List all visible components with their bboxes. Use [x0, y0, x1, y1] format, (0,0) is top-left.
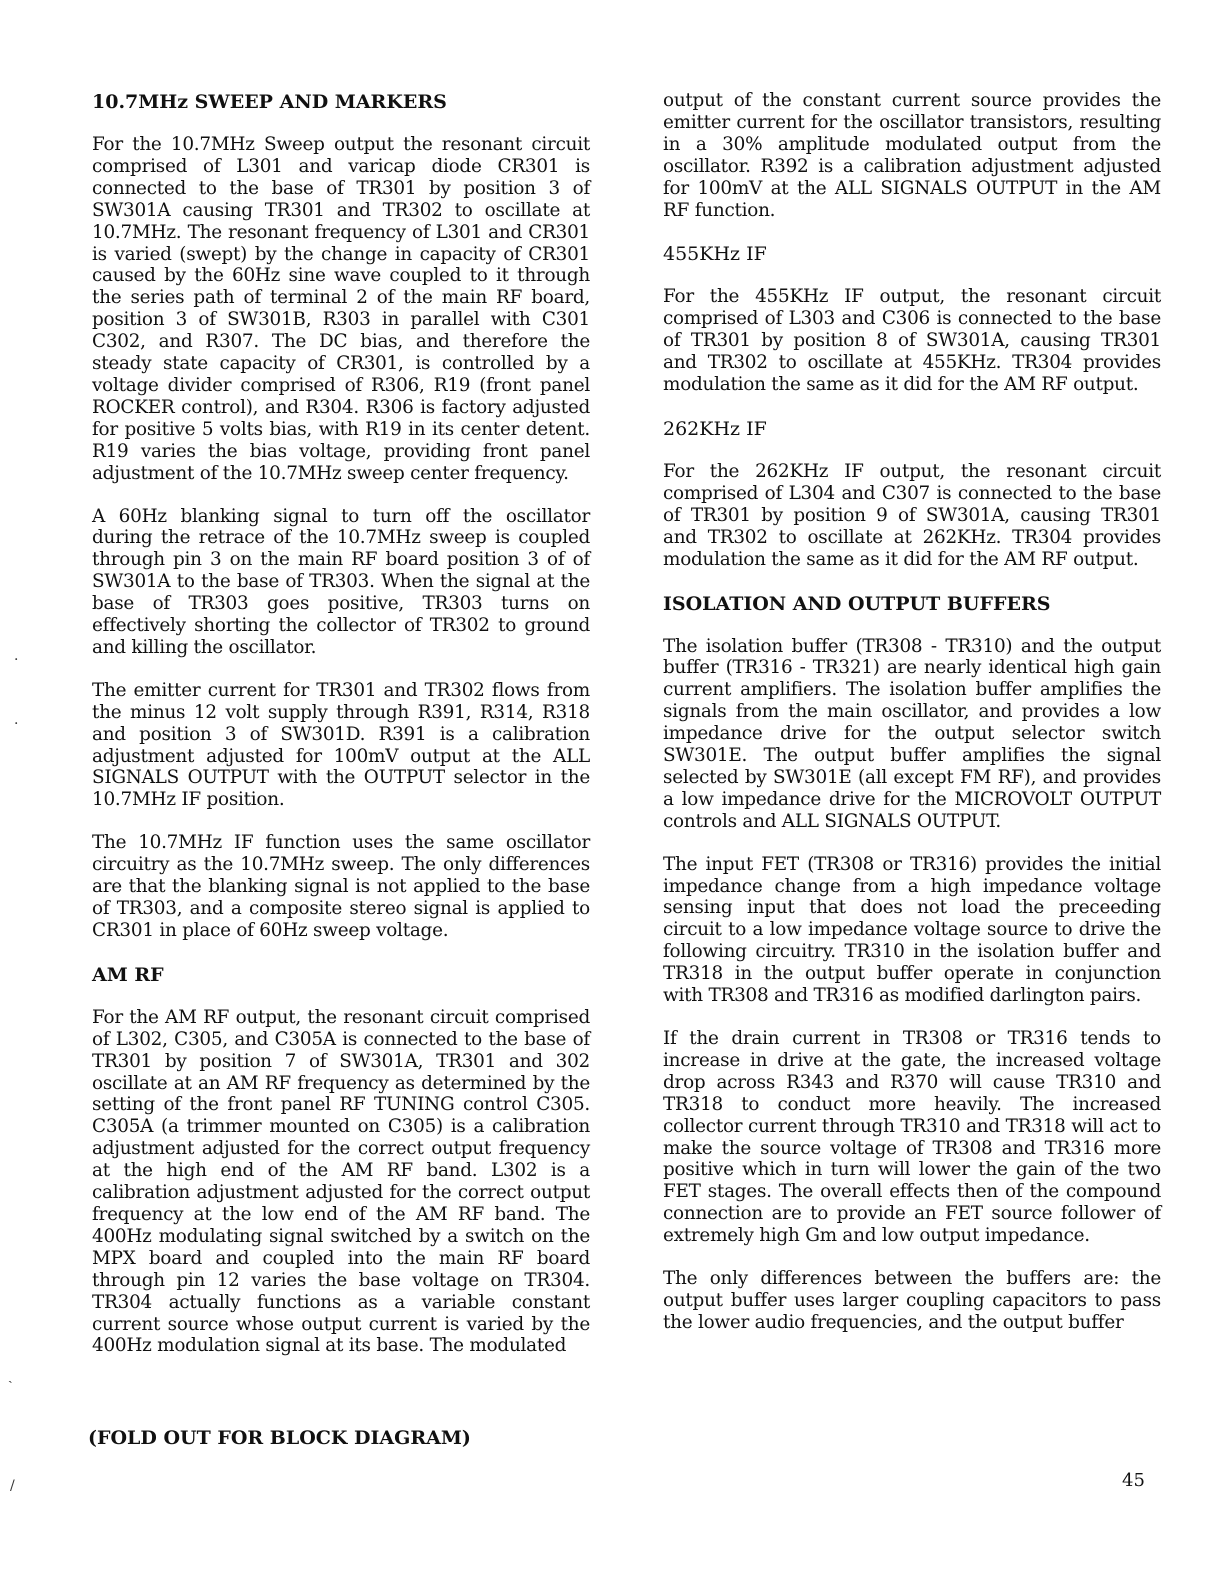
page-number: 45 — [1122, 1470, 1145, 1491]
paragraph: The isolation buffer (TR308 - TR310) and the output buffer (TR316 - TR321) are nearly identical high gain current amplifiers. The isolation buffer amplifies the signals from the main oscillator, and provides a low impedance drive for the output selector switch SW301E. The output buffer amplifies the signal selected by SW301E (all except FM RF), and provides a low impedance drive for the MICROVOLT OUTPUT controls and ALL SIGNALS OUTPUT. — [663, 635, 1161, 832]
left-column — [92, 90, 590, 1378]
paragraph: The emitter current for TR301 and TR302 flows from the minus 12 volt supply through R391, R314, R318 and position 3 of SW301D. R391 is a calibration adjustment adjusted for 100mV output at the ALL SIGNALS OUTPUT with the OUTPUT selector in the 10.7MHz IF position. — [92, 679, 590, 811]
scan-mark: · — [14, 652, 19, 668]
fold-out-note: (FOLD OUT FOR BLOCK DIAGRAM) — [88, 1427, 471, 1449]
section-heading-am-rf: AM RF — [92, 963, 164, 986]
section-heading-buffers: ISOLATION AND OUTPUT BUFFERS — [663, 592, 1051, 615]
paragraph: For the AM RF output, the resonant circuit comprised of L302, C305, and C305A is connected to the base of TR301 by position 7 of SW301A, TR301 and 302 oscillate at an AM RF frequency as determined by the setting of the front panel RF TUNING control C305. C305A (a trimmer mounted on C305) is a calibration adjustment adjusted for the correct output frequency at the high end of the AM RF band. L302 is a calibration adjustment adjusted for the correct output frequency at the low end of the AM RF band. The 400Hz modulating signal switched by a switch on the MPX board and coupled into the main RF board through pin 12 varies the base voltage on TR304. TR304 actually functions as a variable constant current source whose output current is varied by the 400Hz modulation signal at its base. The modulated — [92, 1006, 590, 1357]
paragraph: For the 262KHz IF output, the resonant circuit comprised of L304 and C307 is connected to the base of TR301 by position 9 of SW301A, causing TR301 and TR302 to oscillate at 262KHz. TR304 provides modulation the same as it did for the AM RF output. — [663, 460, 1161, 570]
scan-mark: ˎ — [8, 1368, 13, 1384]
paragraph: The 10.7MHz IF function uses the same oscillator circuitry as the 10.7MHz sweep. The only differences are that the blanking signal is not applied to the base of TR303, and a composite stereo signal is applied to CR301 in place of 60Hz sweep voltage. — [92, 832, 590, 941]
paragraph-continuation: output of the constant current source provides the emitter current for the oscillator transistors, resulting in a 30% amplitude modulated output from the oscillator. R392 is a calibration adjustment adjusted for 100mV at the ALL SIGNALS OUTPUT in the AM RF function. — [663, 90, 1161, 221]
paragraph: If the drain current in TR308 or TR316 tends to increase in drive at the gate, the increased voltage drop across R343 and R370 will cause TR310 and TR318 to conduct more heavily. The increased collector current through TR310 and TR318 will act to make the source voltage of TR308 and TR316 more positive which in turn will lower the gain of the two FET stages. The overall effects then of the compound connection are to provide an FET source follower of extremely high Gm and low output impedance. — [663, 1028, 1161, 1247]
paragraph: For the 455KHz IF output, the resonant circuit comprised of L303 and C306 is connected to the base of TR301 by position 8 of SW301A, causing TR301 and TR302 to oscillate at 455KHz. TR304 provides modulation the same as it did for the AM RF output. — [663, 286, 1161, 396]
right-column — [663, 90, 1161, 1355]
section-heading-455khz: 455KHz IF — [663, 243, 767, 266]
paragraph: The input FET (TR308 or TR316) provides the initial impedance change from a high impedance voltage sensing input that does not load the preceeding circuit to a low impedance voltage source to drive the following circuitry. TR310 in the isolation buffer and TR318 in the output buffer operate in conjunction with TR308 and TR316 as modified darlington pairs. — [663, 853, 1161, 1007]
section-heading-sweep: 10.7MHz SWEEP AND MARKERS — [92, 91, 447, 113]
section-heading-262khz: 262KHz IF — [663, 417, 767, 440]
scan-mark: · — [14, 716, 19, 732]
scan-mark: / — [10, 1478, 15, 1494]
paragraph: For the 10.7MHz Sweep output the resonant circuit comprised of L301 and varicap diode CR301 is connected to the base of TR301 by position 3 of SW301A causing TR301 and TR302 to oscillate at 10.7MHz. The resonant frequency of L301 and CR301 is varied (swept) by the change in capacity of CR301 caused by the 60Hz sine wave coupled to it through the series path of terminal 2 of the main RF board, position 3 of SW301B, R303 in parallel with C301 C302, and R307. The DC bias, and therefore the steady state capacity of CR301, is controlled by a voltage divider comprised of R306, R19 (front panel ROCKER control), and R304. R306 is factory adjusted for positive 5 volts bias, with R19 in its center detent. R19 varies the bias voltage, providing front panel adjustment of the 10.7MHz sweep center frequency. — [92, 134, 590, 484]
paragraph: The only differences between the buffers are: the output buffer uses larger coupling capacitors to pass the lower audio frequencies, and the output buffer — [663, 1268, 1161, 1333]
paragraph: A 60Hz blanking signal to turn off the oscillator during the retrace of the 10.7MHz sweep is coupled through pin 3 on the main RF board position 3 of of SW301A to the base of TR303. When the signal at the base of TR303 goes positive, TR303 turns on effectively shorting the collector of TR302 to ground and killing the oscillator. — [92, 505, 590, 658]
